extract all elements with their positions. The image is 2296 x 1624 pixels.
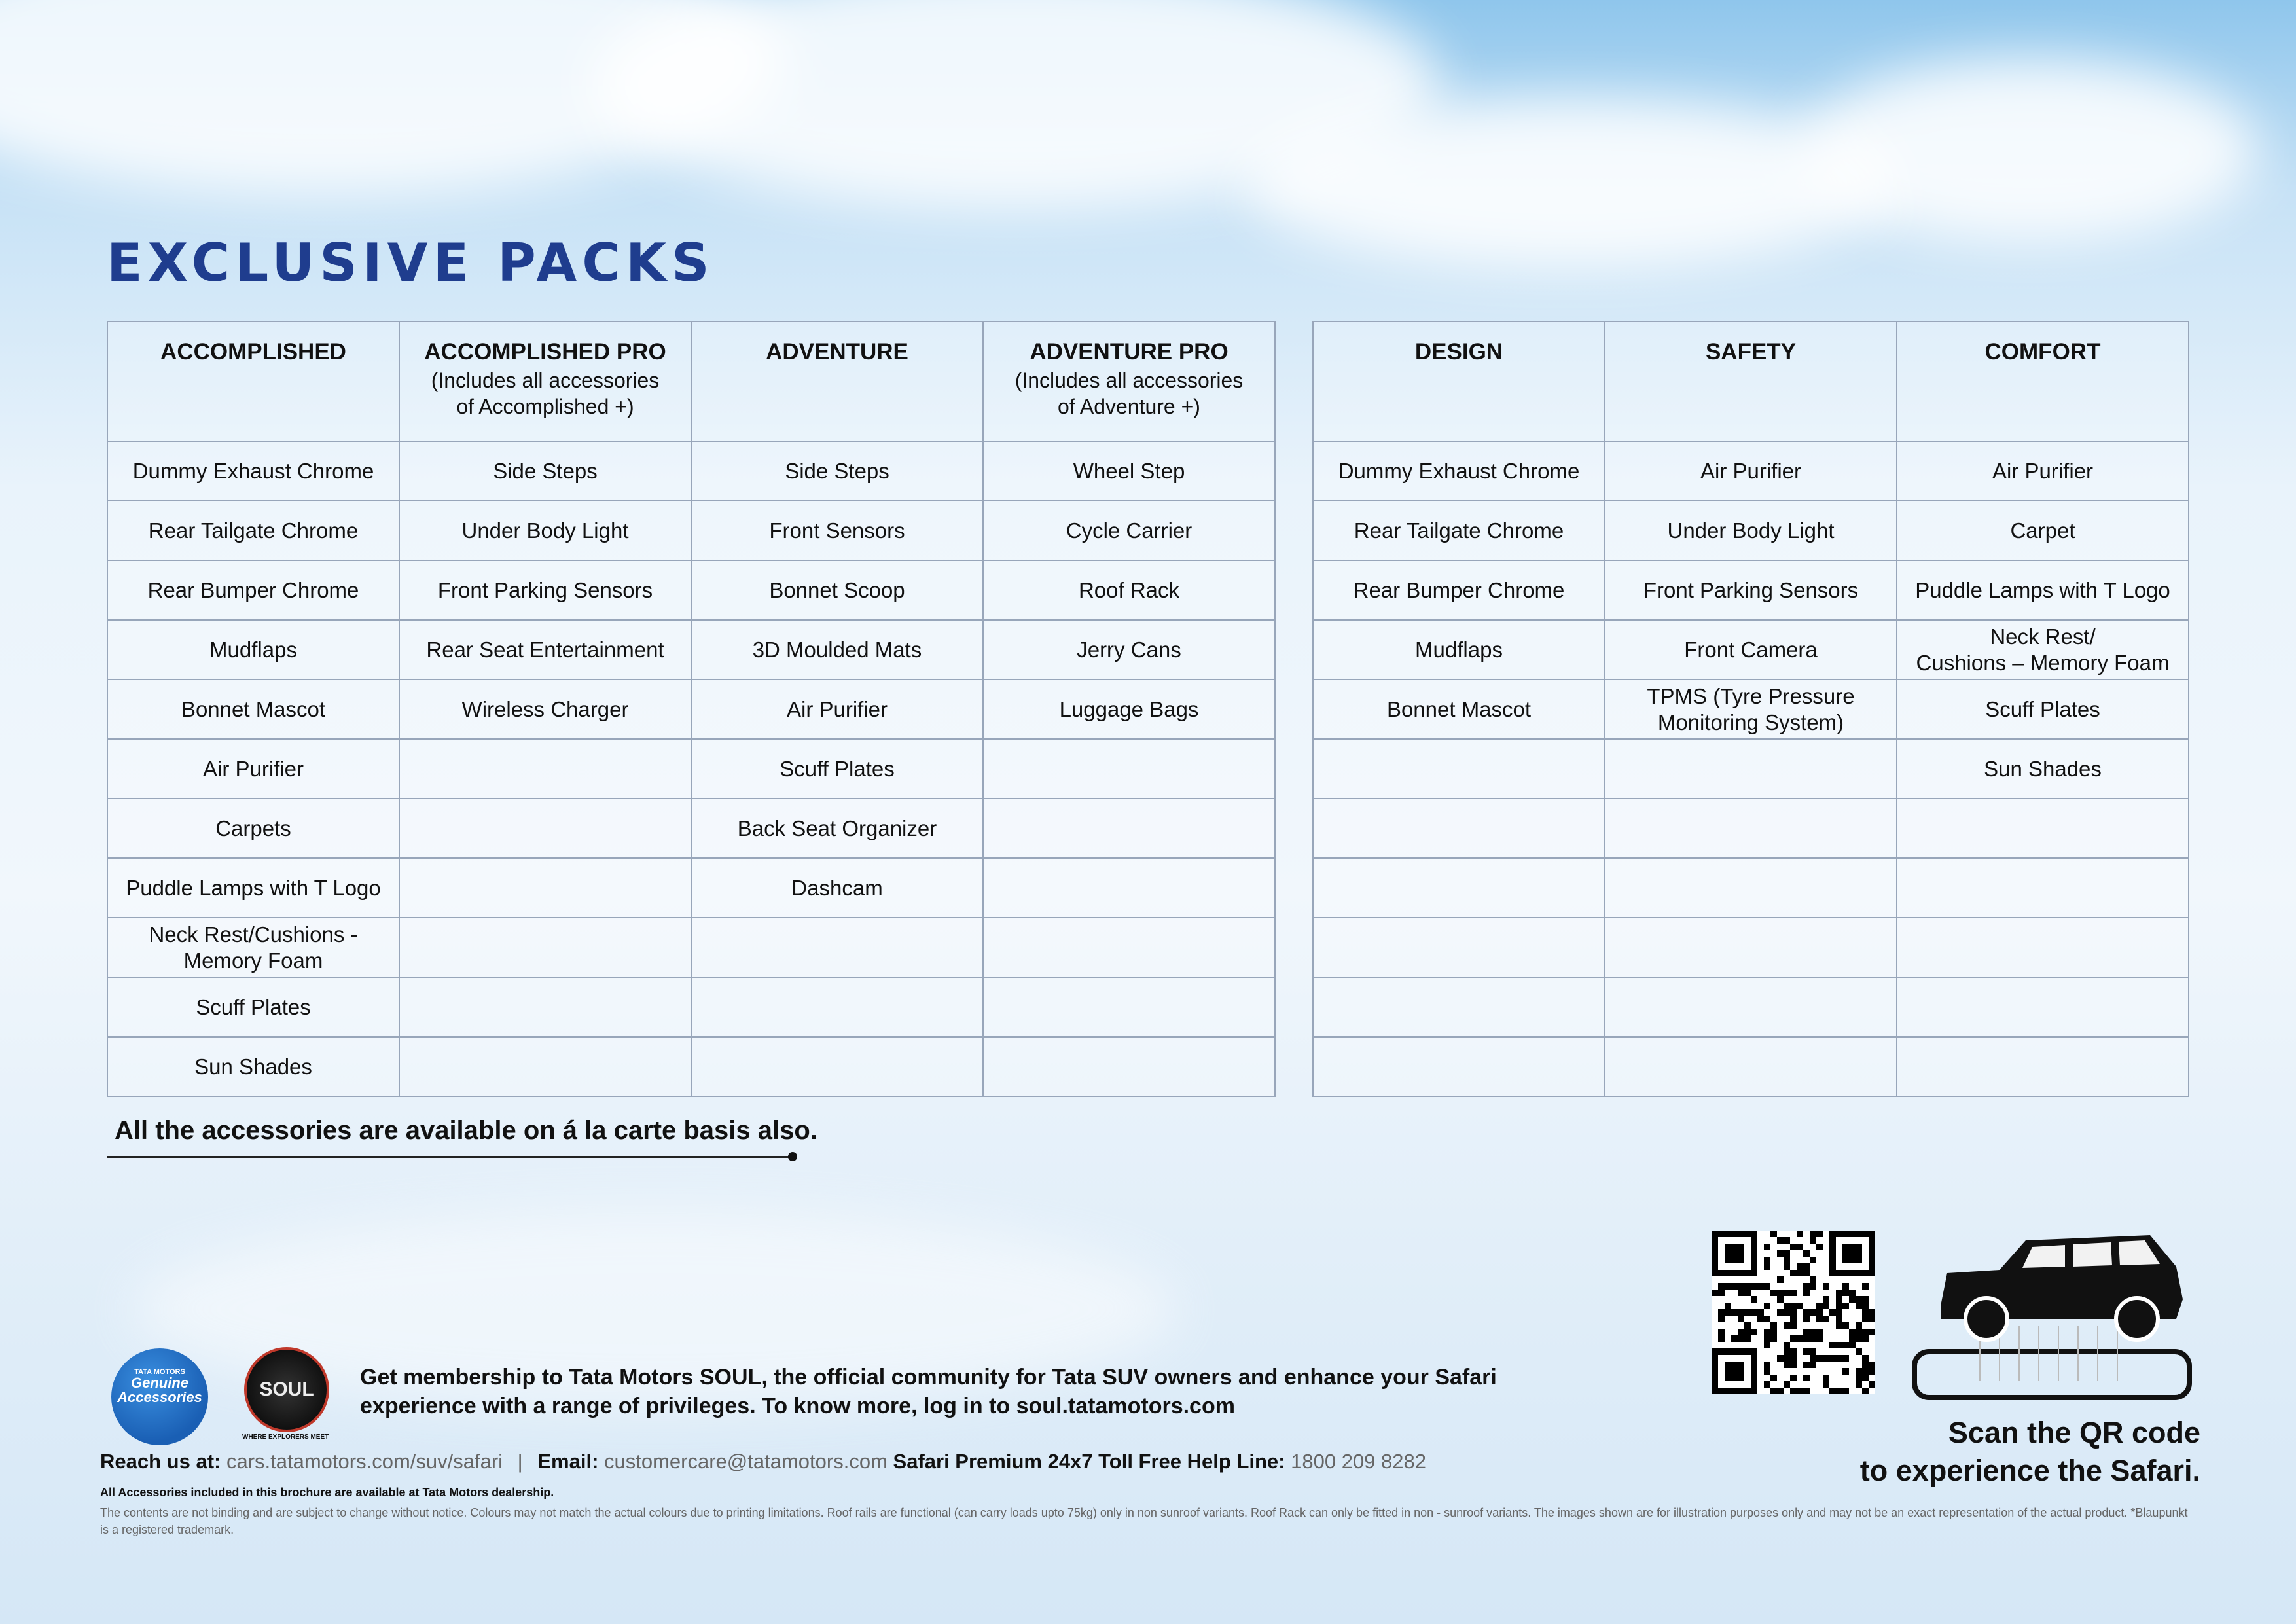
column-header-name: DESIGN <box>1414 339 1503 365</box>
accessory-item: Back Seat Organizer <box>737 816 937 840</box>
soul-tagline: WHERE EXPLORERS MEET <box>242 1434 329 1441</box>
accessory-item: Rear Tailgate Chrome <box>1354 518 1564 543</box>
accessory-item: Front Parking Sensors <box>1643 577 1859 602</box>
genuine-accessories-logo <box>111 1348 208 1445</box>
column-header-name: ADVENTURE <box>766 339 908 365</box>
column-header <box>399 321 691 441</box>
scan-line: to experience the Safari. <box>1859 1454 2200 1487</box>
table-row <box>1313 977 2189 1037</box>
accessory-item: Rear Bumper Chrome <box>1353 577 1565 602</box>
table-cell <box>691 501 983 560</box>
table-cell <box>107 858 399 918</box>
table-cell <box>1605 739 1897 799</box>
accessory-item: Cycle Carrier <box>1066 518 1193 543</box>
accessory-item: Neck Rest/Cushions - Memory Foam <box>149 922 358 973</box>
column-header <box>1897 321 2189 441</box>
table-cell <box>1897 441 2189 501</box>
table-cell <box>107 441 399 501</box>
table-row <box>107 739 1275 799</box>
table-cell <box>107 501 399 560</box>
table-cell <box>1313 501 1605 560</box>
logo-text: TATA MOTORS <box>134 1368 185 1376</box>
accessory-item: Roof Rack <box>1078 577 1180 602</box>
table-cell <box>399 799 691 858</box>
accessory-item: Neck Rest/ Cushions – Memory Foam <box>1916 624 2170 675</box>
column-header <box>107 321 399 441</box>
accessory-item: Front Sensors <box>769 518 905 543</box>
page-title: EXCLUSIVE PACKS <box>107 232 715 293</box>
table-cell <box>983 679 1275 739</box>
accessory-item: Dummy Exhaust Chrome <box>1338 458 1580 483</box>
table-cell <box>399 977 691 1037</box>
table-cell <box>1605 799 1897 858</box>
table-row <box>107 1037 1275 1096</box>
table-cell <box>1313 1037 1605 1096</box>
table-row <box>107 858 1275 918</box>
scan-instructions <box>1860 1414 2200 1490</box>
accessory-item: Jerry Cans <box>1077 637 1181 662</box>
column-header-name: SAFETY <box>1705 339 1797 365</box>
accessory-item: Luggage Bags <box>1059 696 1199 721</box>
table-cell <box>399 620 691 679</box>
packs-table-right <box>1312 321 2189 1097</box>
table-cell <box>1605 620 1897 679</box>
table-cell <box>1897 977 2189 1037</box>
accessory-item: Front Parking Sensors <box>437 577 653 602</box>
accessory-item: Scuff Plates <box>780 756 895 781</box>
table-cell <box>691 560 983 620</box>
qr-code-icon[interactable] <box>1712 1231 1875 1394</box>
accessory-item: Rear Bumper Chrome <box>147 577 359 602</box>
column-header-note: (Includes all accessories of Adventure +) <box>1014 369 1244 418</box>
table-cell <box>107 918 399 977</box>
accessory-item: Wheel Step <box>1073 458 1185 483</box>
table-cell <box>107 799 399 858</box>
table-cell <box>691 799 983 858</box>
email-link[interactable]: customercare@tatamotors.com <box>604 1450 888 1473</box>
table-cell <box>1605 858 1897 918</box>
column-header <box>983 321 1275 441</box>
reach-label: Reach us at: <box>100 1450 221 1473</box>
accessory-item: Rear Seat Entertainment <box>426 637 664 662</box>
table-cell <box>1313 739 1605 799</box>
table-cell <box>983 799 1275 858</box>
table-row <box>107 560 1275 620</box>
table-cell <box>1897 501 2189 560</box>
accessory-item: Carpet <box>2010 518 2075 543</box>
accessory-item: Dummy Exhaust Chrome <box>132 458 374 483</box>
table-row <box>107 918 1275 977</box>
table-cell <box>1313 799 1605 858</box>
table-cell <box>399 441 691 501</box>
table-cell <box>399 679 691 739</box>
table-row <box>107 679 1275 739</box>
table-cell <box>691 739 983 799</box>
note-underline-dot <box>788 1152 797 1161</box>
logo-text: Genuine <box>130 1375 188 1391</box>
accessory-item: Puddle Lamps with T Logo <box>1915 577 2170 602</box>
website-link[interactable]: cars.tatamotors.com/suv/safari <box>226 1450 503 1473</box>
table-cell <box>983 560 1275 620</box>
table-cell <box>691 1037 983 1096</box>
table-cell <box>1313 441 1605 501</box>
table-cell <box>1897 620 2189 679</box>
table-cell <box>399 858 691 918</box>
table-cell <box>399 501 691 560</box>
table-cell <box>1605 1037 1897 1096</box>
table-cell <box>691 679 983 739</box>
column-header-name: ACCOMPLISHED PRO <box>424 339 666 365</box>
accessory-item: Carpets <box>215 816 291 840</box>
table-cell <box>691 977 983 1037</box>
table-cell <box>691 441 983 501</box>
table-cell <box>1313 858 1605 918</box>
membership-text: Get membership to Tata Motors SOUL, the official community for Tata SUV owners and enhance your Safari experience with a range of privileges. To know more, log in to soul.tatamotors.com <box>360 1365 1497 1418</box>
table-cell <box>691 918 983 977</box>
table-row <box>107 441 1275 501</box>
table-cell <box>1313 918 1605 977</box>
table-row <box>107 799 1275 858</box>
packs-table-left <box>107 321 1276 1097</box>
accessory-item: Side Steps <box>785 458 889 483</box>
accessory-item: Under Body Light <box>1667 518 1835 543</box>
table-cell <box>399 739 691 799</box>
accessory-item: Dashcam <box>791 875 883 900</box>
scan-line: Scan the QR code <box>1948 1416 2200 1449</box>
table-row <box>1313 501 2189 560</box>
accessory-item: TPMS (Tyre Pressure Monitoring System) <box>1647 683 1855 734</box>
accessory-item: 3D Moulded Mats <box>752 637 922 662</box>
a-la-carte-note: All the accessories are available on á la carte basis also. <box>115 1116 817 1145</box>
table-cell <box>983 441 1275 501</box>
table-row <box>1313 918 2189 977</box>
accessory-item: Side Steps <box>493 458 598 483</box>
table-row <box>107 977 1275 1037</box>
table-cell <box>399 918 691 977</box>
table-cell <box>107 739 399 799</box>
table-cell <box>1605 679 1897 739</box>
table-row <box>1313 858 2189 918</box>
accessory-item: Sun Shades <box>194 1054 312 1079</box>
table-cell <box>983 918 1275 977</box>
accessory-item: Mudflaps <box>1415 637 1503 662</box>
table-row <box>1313 560 2189 620</box>
table-cell <box>399 1037 691 1096</box>
table-cell <box>691 620 983 679</box>
table-cell <box>1897 739 2189 799</box>
accessory-item: Air Purifier <box>202 756 304 781</box>
email-label: Email: <box>537 1450 599 1473</box>
fine-print-heading: All Accessories included in this brochure are available at Tata Motors dealership. <box>100 1486 554 1499</box>
contact-line <box>100 1450 1426 1473</box>
table-cell <box>983 739 1275 799</box>
accessory-item: Mudflaps <box>209 637 297 662</box>
table-cell <box>1605 501 1897 560</box>
accessory-item: Front Camera <box>1684 637 1818 662</box>
table-cell <box>1897 679 2189 739</box>
table-cell <box>1897 799 2189 858</box>
table-row <box>107 620 1275 679</box>
table-cell <box>107 977 399 1037</box>
table-row <box>1313 1037 2189 1096</box>
table-row <box>1313 679 2189 739</box>
column-header-note: (Includes all accessories of Accomplished +) <box>431 369 660 418</box>
accessory-item: Sun Shades <box>1984 756 2102 781</box>
table-cell <box>691 858 983 918</box>
cloud-decoration <box>1244 98 1898 268</box>
accessory-item: Scuff Plates <box>1985 696 2100 721</box>
table-cell <box>107 560 399 620</box>
table-cell <box>983 1037 1275 1096</box>
table-cell <box>1605 977 1897 1037</box>
table-cell <box>983 977 1275 1037</box>
table-row <box>1313 799 2189 858</box>
table-row <box>107 501 1275 560</box>
accessory-item: Air Purifier <box>1992 458 2094 483</box>
column-header-name: ADVENTURE PRO <box>1030 339 1229 365</box>
soul-logo <box>244 1347 329 1432</box>
table-row <box>1313 620 2189 679</box>
table-cell <box>1897 858 2189 918</box>
table-cell <box>983 620 1275 679</box>
logo-text: Accessories <box>117 1389 202 1405</box>
accessory-item: Under Body Light <box>461 518 629 543</box>
table-cell <box>1897 560 2189 620</box>
column-header-name: ACCOMPLISHED <box>160 339 346 365</box>
table-cell <box>107 679 399 739</box>
table-cell <box>983 501 1275 560</box>
accessory-item: Puddle Lamps with T Logo <box>126 875 381 900</box>
helpline-label: Safari Premium 24x7 Toll Free Help Line: <box>893 1450 1285 1473</box>
table-cell <box>1313 620 1605 679</box>
note-underline <box>107 1156 794 1158</box>
accessory-item: Bonnet Scoop <box>769 577 905 602</box>
table-cell <box>1313 977 1605 1037</box>
table-cell <box>1897 918 2189 977</box>
column-header <box>691 321 983 441</box>
helpline-number: 1800 209 8282 <box>1291 1450 1426 1473</box>
accessory-item: Air Purifier <box>786 696 888 721</box>
table-row <box>1313 441 2189 501</box>
accessory-item: Wireless Charger <box>461 696 629 721</box>
car-on-phone-icon <box>1901 1221 2202 1404</box>
accessory-item: Scuff Plates <box>196 994 311 1019</box>
table-cell <box>1605 560 1897 620</box>
table-cell <box>107 1037 399 1096</box>
table-cell <box>399 560 691 620</box>
accessory-item: Bonnet Mascot <box>181 696 326 721</box>
table-cell <box>1605 441 1897 501</box>
column-header <box>1605 321 1897 441</box>
table-cell <box>1313 560 1605 620</box>
accessory-item: Rear Tailgate Chrome <box>148 518 359 543</box>
table-cell <box>983 858 1275 918</box>
table-cell <box>1313 679 1605 739</box>
table-cell <box>1897 1037 2189 1096</box>
logo-text: SOUL <box>259 1379 314 1400</box>
accessory-item: Bonnet Mascot <box>1386 696 1532 721</box>
table-cell <box>1605 918 1897 977</box>
separator: | <box>517 1450 523 1473</box>
accessory-item: Air Purifier <box>1700 458 1802 483</box>
table-row <box>1313 739 2189 799</box>
column-header-name: COMFORT <box>1984 339 2101 365</box>
column-header <box>1313 321 1605 441</box>
fine-print-disclaimer: The contents are not binding and are subject to change without notice. Colours may not match the actual colours due to printing limitations. Roof rails are functional (can carry loads upto 75kg) only in non sunroof variants. Roof Rack can only be fitted in non - sunroof variants. The images shown are for illustration purposes only and may not be an exact representation of the actual product. *Blaupunkt is a registered trademark. <box>100 1506 2188 1536</box>
table-cell <box>107 620 399 679</box>
